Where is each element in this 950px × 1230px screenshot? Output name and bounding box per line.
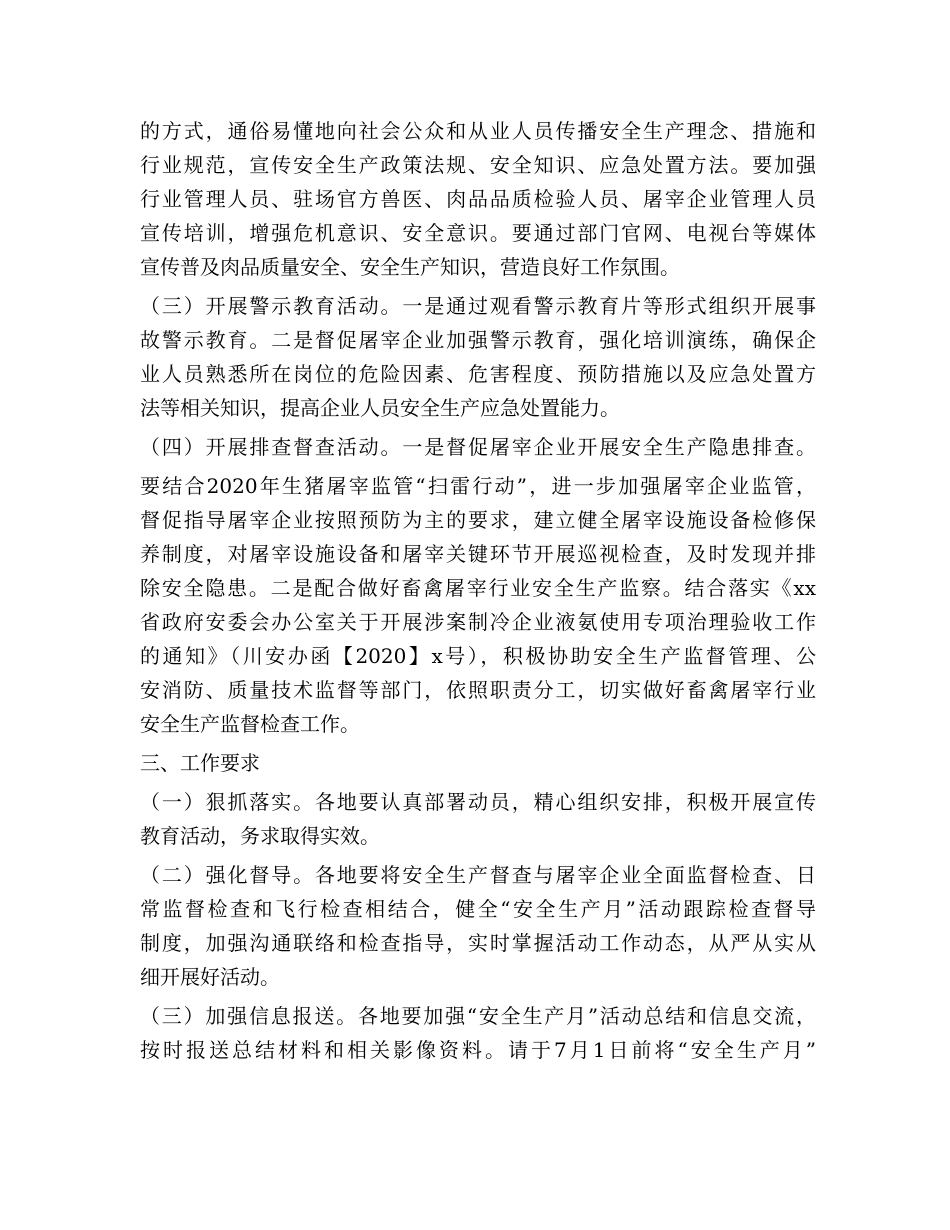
body-text-line: 要结合2020年生猪屠宰监管“扫雷行动”，进一步加强屠宰企业监管， (140, 474, 816, 498)
body-text-line: 按时报送总结材料和相关影像资料。请于7月1日前将“安全生产月” (140, 1038, 816, 1062)
section-heading: 三、工作要求 (140, 751, 260, 775)
body-text-line: 教育活动，务求取得实效。 (140, 824, 380, 848)
body-text-line: 安消防、质量技术监督等部门，依照职责分工，切实做好畜禽屠宰行业 (140, 678, 816, 702)
body-text-line: 宣传普及肉品质量安全、安全生产知识，营造良好工作氛围。 (140, 255, 680, 279)
body-text-line: 省政府安委会办公室关于开展涉案制冷企业液氨使用专项治理验收工作 (140, 610, 816, 634)
body-text-line: 的通知》（川安办函【2020】x号），积极协助安全生产监督管理、公 (140, 644, 816, 668)
body-text-line: （一）狠抓落实。各地要认真部署动员，精心组织安排，积极开展宣传 (140, 790, 816, 814)
body-text-line: （三）加强信息报送。各地要加强“安全生产月”活动总结和信息交流， (140, 1004, 816, 1028)
body-text-line: 除安全隐患。二是配合做好畜禽屠宰行业安全生产监察。结合落实《xx (140, 576, 816, 600)
body-text-line: （二）强化督导。各地要将安全生产督查与屠宰企业全面监督检查、日 (140, 863, 816, 887)
body-text-line: 宣传培训，增强危机意识、安全意识。要通过部门官网、电视台等媒体 (140, 221, 816, 245)
body-text-line: 安全生产监督检查工作。 (140, 712, 360, 736)
body-text-line: 行业管理人员、驻场官方兽医、肉品品质检验人员、屠宰企业管理人员 (140, 187, 816, 211)
body-text-line: 行业规范，宣传安全生产政策法规、安全知识、应急处置方法。要加强 (140, 153, 816, 177)
body-text-line: 养制度，对屠宰设施设备和屠宰关键环节开展巡视检查，及时发现并排 (140, 542, 816, 566)
body-text-line: 督促指导屠宰企业按照预防为主的要求，建立健全屠宰设施设备检修保 (140, 508, 816, 532)
body-text-line: 故警示教育。二是督促屠宰企业加强警示教育，强化培训演练，确保企 (140, 328, 816, 352)
body-text-line: （四）开展排查督查活动。一是督促屠宰企业开展安全生产隐患排查。 (140, 435, 816, 459)
body-text-line: 制度，加强沟通联络和检查指导，实时掌握活动工作动态，从严从实从 (140, 931, 816, 955)
body-text-line: （三）开展警示教育活动。一是通过观看警示教育片等形式组织开展事 (140, 294, 816, 318)
body-text-line: 细开展好活动。 (140, 965, 280, 989)
body-text-line: 常监督检查和飞行检查相结合，健全“安全生产月”活动跟踪检查督导 (140, 897, 816, 921)
body-text-line: 法等相关知识，提高企业人员安全生产应急处置能力。 (140, 396, 620, 420)
body-text-line: 的方式，通俗易懂地向社会公众和从业人员传播安全生产理念、措施和 (140, 119, 816, 143)
body-text-line: 业人员熟悉所在岗位的危险因素、危害程度、预防措施以及应急处置方 (140, 362, 816, 386)
